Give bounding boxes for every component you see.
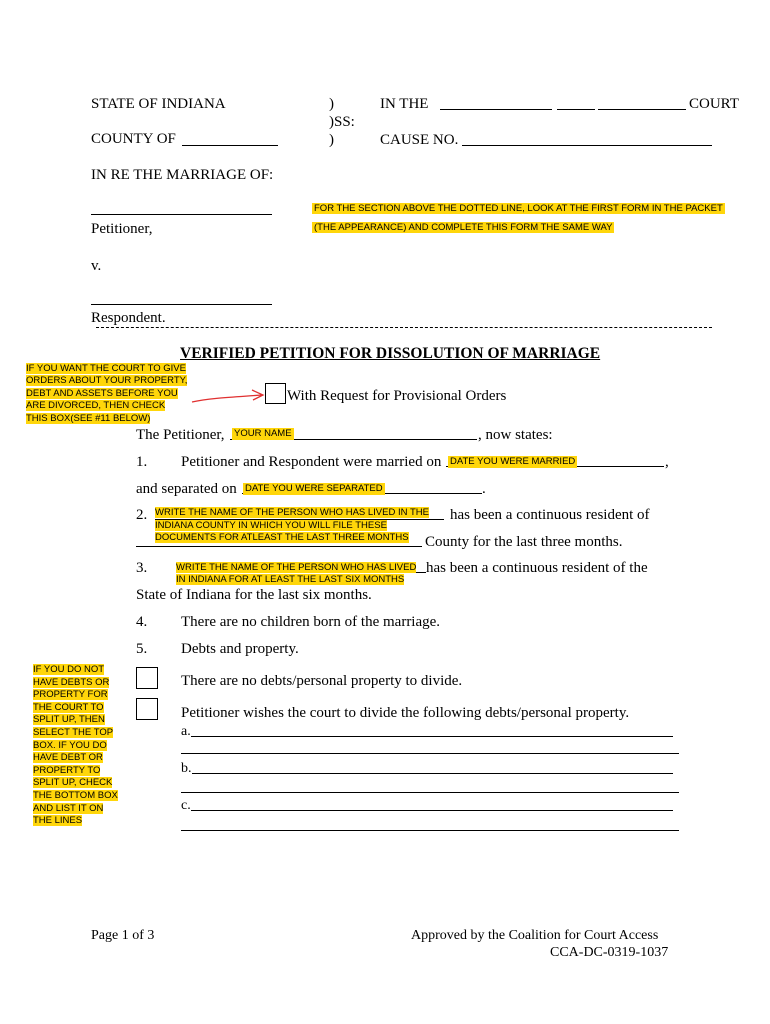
county-name-field[interactable] [136,546,422,547]
your-name-note: YOUR NAME [234,428,292,439]
respondent-label: Respondent. [91,310,166,326]
court-label: COURT [689,96,739,112]
item-number: 2. [136,507,148,523]
item-number: 3. [136,560,148,576]
no-property-checkbox[interactable] [136,667,158,689]
separated-text: and separated on [136,481,237,497]
property-line-a2[interactable] [181,753,679,754]
arrow-icon [190,388,266,406]
property-line-c2[interactable] [181,830,679,831]
item3-text2: State of Indiana for the last six months. [136,587,372,603]
page-number: Page 1 of 3 [91,928,155,943]
item1-end: , [665,454,669,470]
versus-label: v. [91,258,102,274]
property-line-a[interactable] [191,736,673,737]
item2-text2: County for the last three months. [425,534,623,550]
provisional-note: IF YOU WANT THE COURT TO GIVE ORDERS ABOUT YOUR PROPERTY, DEBT AND ASSETS BEFORE YOU ARE DIVORCED, THEN CHECK THIS BOX(SEE #11 BELOW) [26,363,188,424]
county-note: WRITE THE NAME OF THE PERSON WHO HAS LIVED IN THE INDIANA COUNTY IN WHICH YOU WILL FILE THESE DOCUMENTS FOR ATLEAST THE LAST THREE MONTHS [155,507,429,544]
item3-text: has been a continuous resident of the [426,560,648,576]
no-property-label: There are no debts/personal property to divide. [181,673,463,689]
item1-text: Petitioner and Respondent were married on [181,454,442,470]
debts-note: IF YOU DO NOT HAVE DEBTS OR PROPERTY FOR THE COURT TO SPLIT UP, THEN SELECT THE TOP BOX. IF YOU DO HAVE DEBT OR PROPERTY TO SPLIT UP, CHECK THE BOTTOM BOX AND LIST IT ON THE LINES [33,664,118,827]
separated-end: . [482,481,486,497]
date-separated-note: DATE YOU WERE SEPARATED [245,483,383,494]
property-line-b[interactable] [192,773,673,774]
caption-paren: ) [329,132,334,148]
in-re-label: IN RE THE MARRIAGE OF: [91,167,274,183]
court-name-field[interactable] [440,109,552,110]
item2-text: has been a continuous resident of [450,507,650,523]
form-id: CCA-DC-0319-1037 [550,945,669,960]
county-field[interactable] [182,145,278,146]
provisional-orders-label: With Request for Provisional Orders [287,388,507,404]
county-label: COUNTY OF [91,131,176,147]
divide-property-label: Petitioner wishes the court to divide the following debts/personal property. [181,705,630,721]
item4-text: There are no children born of the marriage. [181,614,441,630]
divide-property-checkbox[interactable] [136,698,158,720]
court-number-field[interactable] [557,109,595,110]
state-label: STATE OF INDIANA [91,96,226,112]
approval-text: Approved by the Coalition for Court Access [411,928,659,943]
cause-no-label: CAUSE NO. [380,132,459,148]
state-note: WRITE THE NAME OF THE PERSON WHO HAS LIVED IN INDIANA FOR AT LEAST THE LAST SIX MONTHS [176,562,417,586]
line-c-label: c. [181,798,191,813]
in-the-label: IN THE [380,96,429,112]
date-married-note: DATE YOU WERE MARRIED [450,456,576,467]
item5-text: Debts and property. [181,641,299,657]
item-number: 1. [136,454,148,470]
item-number: 4. [136,614,148,630]
page-title: VERIFIED PETITION FOR DISSOLUTION OF MARRIAGE [180,345,601,362]
caption-ss: )SS: [329,114,355,130]
line-a-label: a. [181,724,191,739]
respondent-name-field[interactable] [91,304,272,305]
petitioner-label: Petitioner, [91,221,153,237]
item-number: 5. [136,641,148,657]
caption-note: FOR THE SECTION ABOVE THE DOTTED LINE, LOOK AT THE FIRST FORM IN THE PACKET (THE APPEARANCE) AND COMPLETE THIS FORM THE SAME WAY [314,203,723,233]
caption-paren: ) [329,96,334,112]
petitioner-prefix: The Petitioner, [136,427,225,443]
petitioner-name-field[interactable] [91,214,272,215]
court-type-field[interactable] [598,109,686,110]
line-b-label: b. [181,761,192,776]
cause-no-field[interactable] [462,145,712,146]
property-line-b2[interactable] [181,792,679,793]
provisional-orders-checkbox[interactable] [265,383,286,404]
property-line-c[interactable] [191,810,673,811]
now-states-label: , now states: [478,427,553,443]
dotted-divider [96,327,712,328]
